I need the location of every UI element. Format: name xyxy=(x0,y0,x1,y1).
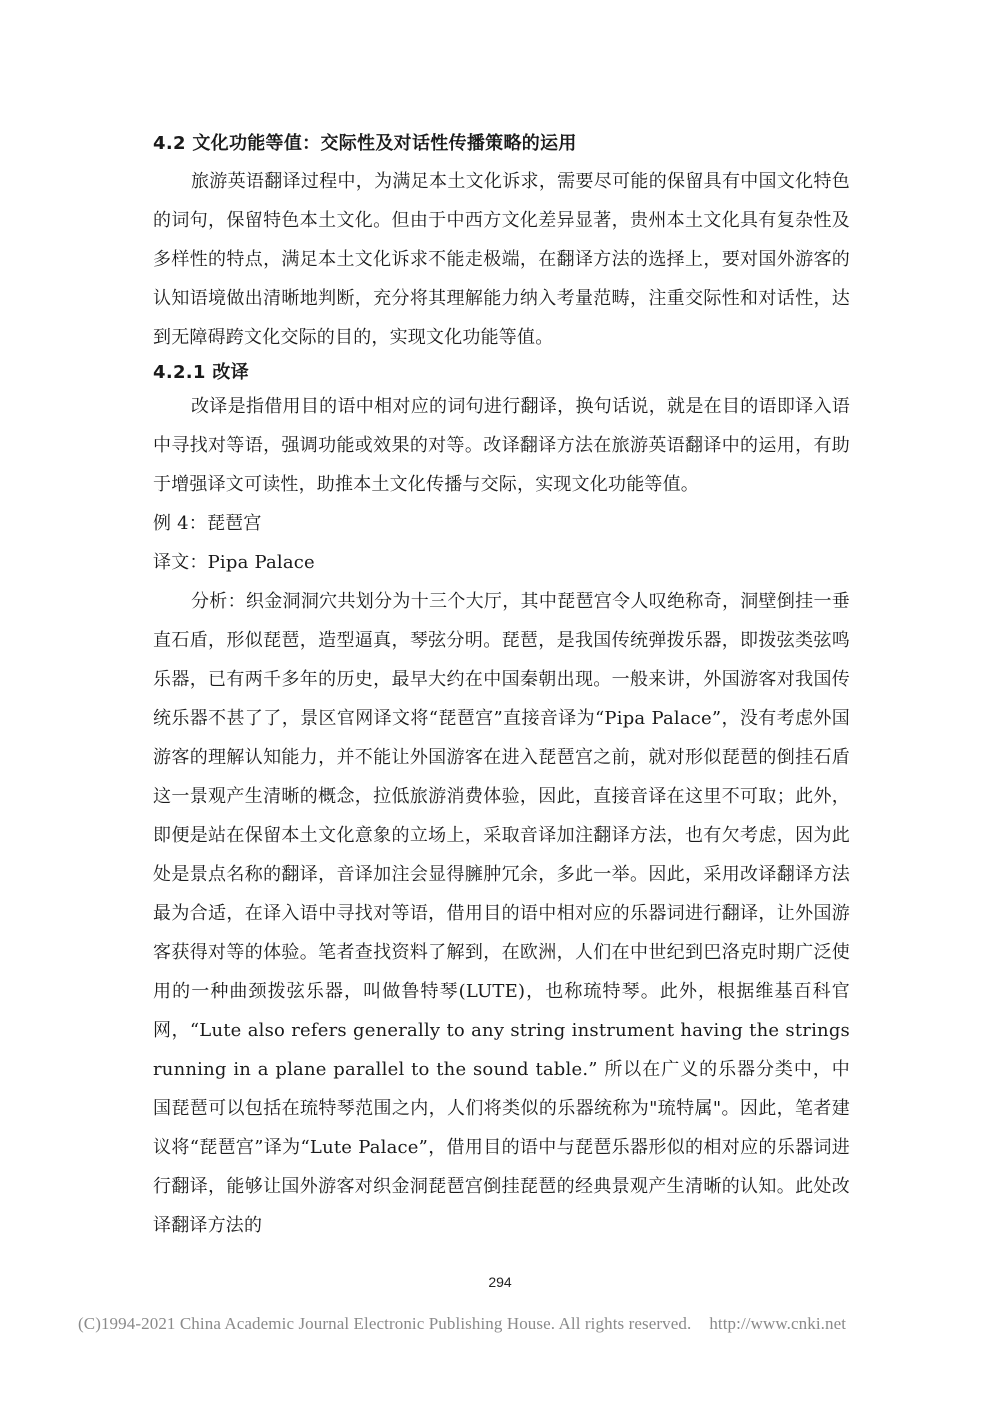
footer-url-link[interactable]: http://www.cnki.net xyxy=(709,1314,847,1333)
copyright-text: (C)1994-2021 China Academic Journal Electronic Publishing House. All rights reserved. xyxy=(78,1314,692,1333)
page-number: 294 xyxy=(488,1274,512,1290)
copyright-footer xyxy=(78,1314,938,1334)
example-label: 例 4：琵琶宫 xyxy=(153,513,262,534)
page-body xyxy=(153,118,850,1245)
example-translation: 译文：Pipa Palace xyxy=(153,552,315,573)
subsection-heading: 4.2.1 改译 xyxy=(153,362,249,383)
subsection-paragraph: 改译是指借用目的语中相对应的词句进行翻译，换句话说，就是在目的语即译入语中寻找对等语，强调功能或效果的对等。改译翻译方法在旅游英语翻译中的运用，有助于增强译文可读性，助推本土文化传播与交际，实现文化功能等值。 xyxy=(153,396,850,495)
section-heading: 4.2 文化功能等值：交际性及对话性传播策略的运用 xyxy=(153,133,577,154)
section-paragraph: 旅游英语翻译过程中，为满足本土文化诉求，需要尽可能的保留具有中国文化特色的词句，保留特色本土文化。但由于中西方文化差异显著，贵州本土文化具有复杂性及多样性的特点，满足本土文化诉求不能走极端，在翻译方法的选择上，要对国外游客的认知语境做出清晰地判断，充分将其理解能力纳入考量范畴，注重交际性和对话性，达到无障碍跨文化交际的目的，实现文化功能等值。 xyxy=(153,171,850,348)
example-analysis: 分析：织金洞洞穴共划分为十三个大厅，其中琵琶宫令人叹绝称奇，洞壁倒挂一垂直石盾，形似琵琶，造型逼真，琴弦分明。琵琶，是我国传统弹拨乐器，即拨弦类弦鸣乐器，已有两千多年的历史，最早大约在中国秦朝出现。一般来讲，外国游客对我国传统乐器不甚了了，景区官网译文将“琵琶宫”直接音译为“Pipa Palace”，没有考虑外国游客的理解认知能力，并不能让外国游客在进入琵琶宫之前，就对形似琵琶的倒挂石盾这一景观产生清晰的概念，拉低旅游消费体验，因此，直接音译在这里不可取；此外，即便是站在保留本土文化意象的立场上，采取音译加注翻译方法，也有欠考虑，因为此处是景点名称的翻译，音译加注会显得臃肿冗余，多此一举。因此，采用改译翻译方法最为合适，在译入语中寻找对等语，借用目的语中相对应的乐器词进行翻译，让外国游客获得对等的体验。笔者查找资料了解到，在欧洲，人们在中世纪到巴洛克时期广泛使用的一种曲颈拨弦乐器，叫做鲁特琴(LUTE)，也称琉特琴。此外，根据维基百科官网，“Lute also refers generally to any string instrument having the strings running in a plane parallel to the sound table.” 所以在广义的乐器分类中，中国琵琶可以包括在琉特琴范围之内，人们将类似的乐器统称为"琉特属"。因此，笔者建议将“琵琶宫”译为“Lute Palace”，借用目的语中与琵琶乐器形似的相对应的乐器词进行翻译，能够让国外游客对织金洞琵琶宫倒挂琵琶的经典景观产生清晰的认知。此处改译翻译方法的 xyxy=(153,591,850,1236)
